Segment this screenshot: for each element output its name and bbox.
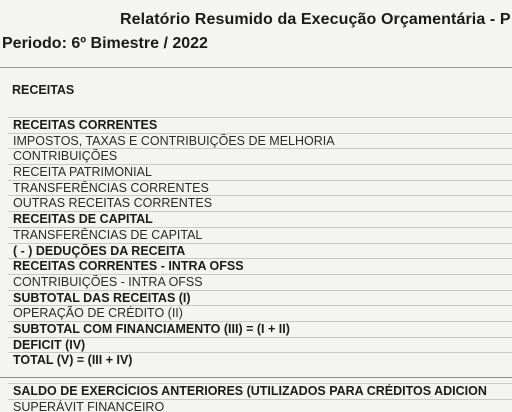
table-row: SALDO DE EXERCÍCIOS ANTERIORES (UTILIZADOS PARA CRÉDITOS ADICION	[8, 383, 512, 399]
table-row: DEFICIT (IV)	[8, 337, 512, 353]
table-row: SUBTOTAL COM FINANCIAMENTO (III) = (I + II)	[8, 321, 512, 337]
table-row: CONTRIBUIÇÕES - INTRA OFSS	[8, 274, 512, 290]
table-row: TOTAL (V) = (III + IV)	[8, 352, 512, 368]
table-row: RECEITAS DE CAPITAL	[8, 211, 512, 227]
table-row: RECEITAS CORRENTES	[8, 117, 512, 133]
prior-balance-table	[8, 383, 512, 412]
report-title: Relatório Resumido da Execução Orçamentária - P	[120, 11, 511, 28]
report-period: Periodo: 6º Bimestre / 2022	[2, 35, 208, 52]
table-divider	[0, 377, 512, 378]
table-row: ( - ) DEDUÇÕES DA RECEITA	[8, 243, 512, 259]
header-divider	[0, 67, 512, 68]
table-row: TRANSFERÊNCIAS DE CAPITAL	[8, 227, 512, 243]
table-row: OPERAÇÃO DE CRÉDITO (II)	[8, 305, 512, 321]
revenue-table	[8, 117, 512, 368]
table-row: RECEITA PATRIMONIAL	[8, 164, 512, 180]
section-heading: RECEITAS	[12, 83, 75, 97]
table-row: SUBTOTAL DAS RECEITAS (I)	[8, 290, 512, 306]
table-row: IMPOSTOS, TAXAS E CONTRIBUIÇÕES DE MELHORIA	[8, 133, 512, 149]
table-row: RECEITAS CORRENTES - INTRA OFSS	[8, 258, 512, 274]
table-row: SUPERÁVIT FINANCEIRO	[8, 399, 512, 412]
table-row: OUTRAS RECEITAS CORRENTES	[8, 195, 512, 211]
table-row: TRANSFERÊNCIAS CORRENTES	[8, 180, 512, 196]
table-row: CONTRIBUIÇÕES	[8, 148, 512, 164]
